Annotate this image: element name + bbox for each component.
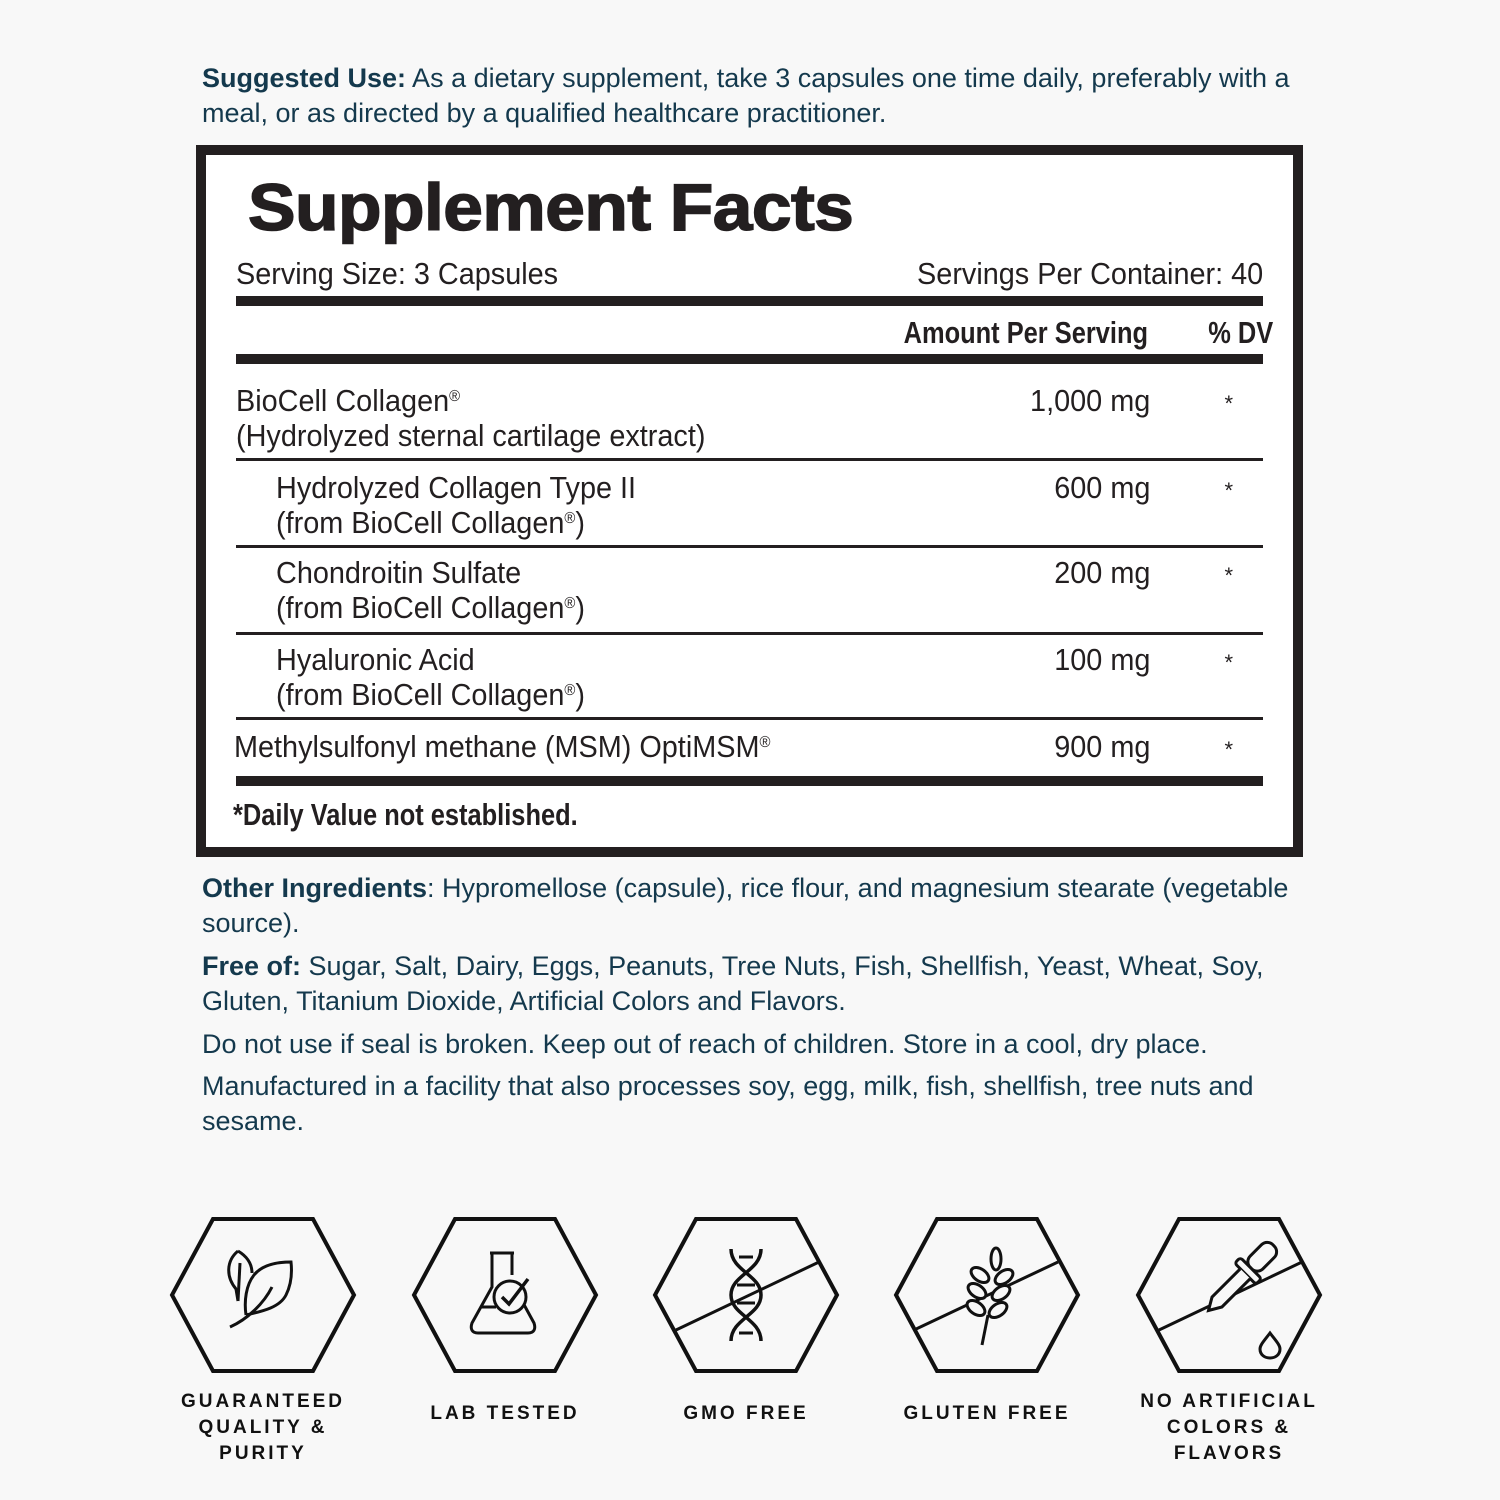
nutrient-amount: 200 mg bbox=[1053, 555, 1150, 590]
nutrient-dv: * bbox=[1224, 737, 1233, 762]
nutrient-amount: 100 mg bbox=[1053, 642, 1150, 677]
badge-lab-tested bbox=[405, 1215, 605, 1427]
nutrient-name: BioCell Collagen® (Hydrolyzed sternal cartilage extract) bbox=[236, 383, 706, 453]
dna-crossed-icon bbox=[651, 1215, 841, 1375]
nutrient-dv: * bbox=[1224, 478, 1233, 503]
flask-check-icon bbox=[410, 1215, 600, 1375]
serving-size: Serving Size: 3 Capsules bbox=[236, 256, 559, 291]
nutrient-amount: 1,000 mg bbox=[1029, 383, 1150, 418]
row-divider bbox=[236, 545, 1263, 548]
other-ingredients-text: Other Ingredients: Hypromellose (capsule), rice flour, and magnesium stearate (vegetable source). bbox=[202, 873, 1289, 938]
badge-gluten-free bbox=[887, 1215, 1087, 1427]
suggested-use-label: Suggested Use: bbox=[202, 63, 407, 93]
thick-divider bbox=[236, 776, 1263, 786]
badge-row bbox=[0, 1215, 1500, 1464]
nutrient-dv: * bbox=[1224, 391, 1233, 416]
nutrient-name: Chondroitin Sulfate (from BioCell Collagen®) bbox=[276, 555, 585, 625]
thick-divider bbox=[236, 354, 1263, 364]
badge-label: GMO FREE bbox=[683, 1403, 809, 1424]
badge-label: LAB TESTED bbox=[430, 1403, 580, 1424]
nutrient-dv: * bbox=[1224, 563, 1233, 588]
amount-per-serving-header: Amount Per Serving bbox=[903, 315, 1148, 350]
suggested-use-body: As a dietary supplement, take 3 capsules one time daily, preferably with a meal, or as directed by a qualified healthcare practitioner. bbox=[202, 63, 1290, 128]
thick-divider bbox=[236, 296, 1263, 306]
other-ingredients-label: Other Ingredients bbox=[202, 873, 428, 903]
daily-value-header: % DV bbox=[1208, 315, 1273, 350]
nutrient-amount: 600 mg bbox=[1053, 470, 1150, 505]
row-divider bbox=[236, 632, 1263, 635]
daily-value-footnote: *Daily Value not established. bbox=[233, 797, 578, 832]
free-of-label: Free of: bbox=[202, 951, 302, 981]
badge-label: GLUTEN FREE bbox=[903, 1403, 1071, 1424]
nutrient-dv: * bbox=[1224, 650, 1233, 675]
free-of-text: Free of: Sugar, Salt, Dairy, Eggs, Peanuts, Tree Nuts, Fish, Shellfish, Yeast, Wheat, Soy, Gluten, Titanium Dioxide, Artificial Colors and Flavors. bbox=[202, 951, 1264, 1016]
nutrient-amount: 900 mg bbox=[1053, 729, 1150, 764]
suggested-use-text bbox=[202, 61, 1312, 131]
supplement-facts-panel bbox=[196, 145, 1303, 857]
row-divider bbox=[236, 458, 1263, 461]
servings-per-container: Servings Per Container: 40 bbox=[916, 256, 1263, 291]
dropper-crossed-icon bbox=[1134, 1215, 1324, 1375]
supplement-facts-title: Supplement Facts bbox=[248, 170, 854, 244]
badge-label: NO ARTIFICIAL COLORS & FLAVORS bbox=[1140, 1391, 1318, 1464]
badge-no-artificial bbox=[1129, 1215, 1329, 1467]
badge-gmo-free bbox=[646, 1215, 846, 1427]
badge-label: GUARANTEED QUALITY & PURITY bbox=[180, 1391, 346, 1464]
badge-quality bbox=[163, 1215, 363, 1467]
warning-text: Do not use if seal is broken. Keep out of reach of children. Store in a cool, dry place. bbox=[202, 1029, 1208, 1059]
facility-text: Manufactured in a facility that also processes soy, egg, milk, fish, shellfish, tree nuts and sesame. bbox=[202, 1071, 1254, 1136]
wheat-crossed-icon bbox=[892, 1215, 1082, 1375]
leaf-icon bbox=[168, 1215, 358, 1375]
nutrient-name: Hyaluronic Acid (from BioCell Collagen®) bbox=[276, 642, 585, 712]
nutrient-name: Hydrolyzed Collagen Type II (from BioCell Collagen®) bbox=[276, 470, 637, 540]
nutrient-name: Methylsulfonyl methane (MSM) OptiMSM® bbox=[234, 729, 771, 764]
row-divider bbox=[236, 717, 1263, 720]
